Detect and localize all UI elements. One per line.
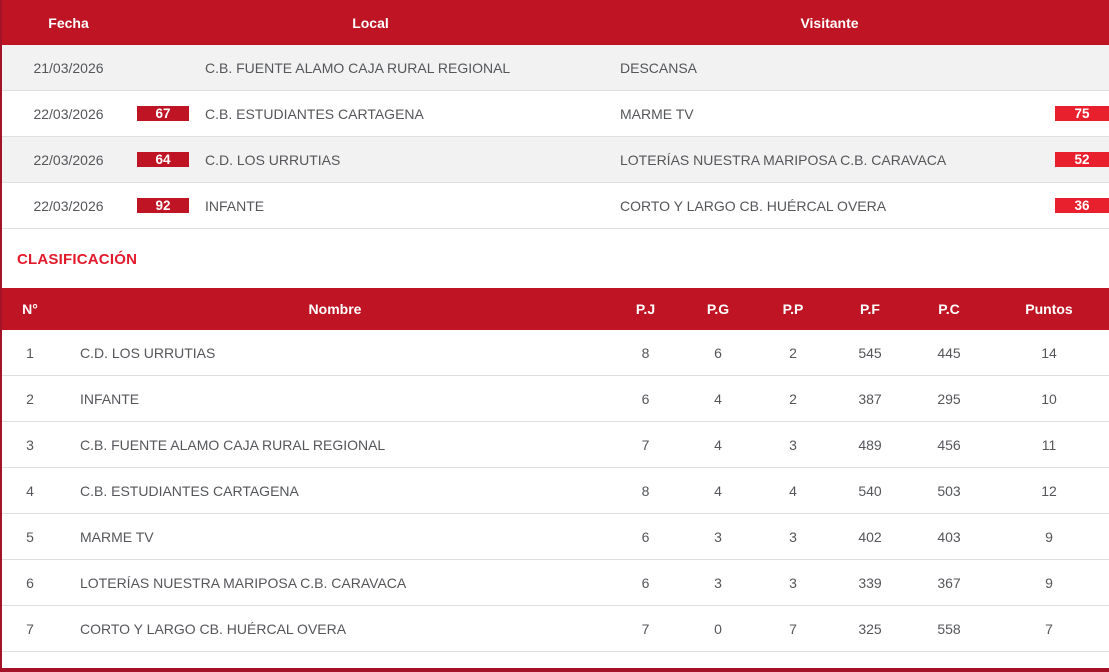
played: 8 xyxy=(641,344,650,361)
position: 5 xyxy=(26,528,34,545)
position: 6 xyxy=(26,574,34,591)
away-team: MARME TV xyxy=(620,105,694,122)
home-score xyxy=(137,137,189,182)
standings-table xyxy=(0,288,1109,652)
lost: 4 xyxy=(789,482,797,499)
away-score-box: 75 xyxy=(1055,106,1109,121)
results-row xyxy=(0,137,1109,183)
standings-header xyxy=(0,288,1109,330)
points-against: 456 xyxy=(937,436,961,453)
home-score-box: 64 xyxy=(137,152,189,167)
played: 6 xyxy=(641,390,650,407)
points-for: 387 xyxy=(858,390,882,407)
home-team: INFANTE xyxy=(205,197,265,214)
home-score xyxy=(137,45,189,90)
standings-header-played: P.J xyxy=(635,301,656,317)
points-against: 503 xyxy=(937,482,961,499)
played: 6 xyxy=(641,528,650,545)
points: 12 xyxy=(1041,482,1057,499)
lost: 3 xyxy=(789,436,797,453)
home-score-box: 92 xyxy=(137,198,189,213)
standings-row xyxy=(0,330,1109,376)
results-row xyxy=(0,183,1109,229)
points-against: 403 xyxy=(937,528,961,545)
match-date: 22/03/2026 xyxy=(33,151,104,168)
standings-row xyxy=(0,422,1109,468)
lost: 3 xyxy=(789,528,797,545)
lost: 7 xyxy=(789,620,797,637)
home-team: C.B. FUENTE ALAMO CAJA RURAL REGIONAL xyxy=(205,59,511,76)
results-row xyxy=(0,91,1109,137)
points-against: 295 xyxy=(937,390,961,407)
away-team: DESCANSA xyxy=(620,59,698,76)
match-date: 22/03/2026 xyxy=(33,197,104,214)
lost: 3 xyxy=(789,574,797,591)
results-header-fecha: Fecha xyxy=(48,14,89,31)
standings-row xyxy=(0,468,1109,514)
won: 6 xyxy=(714,344,722,361)
left-accent-border xyxy=(0,0,2,672)
match-date: 22/03/2026 xyxy=(33,105,104,122)
won: 4 xyxy=(714,436,722,453)
results-rows xyxy=(0,45,1109,229)
home-team: C.D. LOS URRUTIAS xyxy=(205,151,341,168)
won: 4 xyxy=(714,390,722,407)
position: 2 xyxy=(26,390,34,407)
away-score xyxy=(1055,137,1109,182)
away-team: CORTO Y LARGO CB. HUÉRCAL OVERA xyxy=(620,197,887,214)
standings-header-position: N° xyxy=(22,301,38,317)
standings-row xyxy=(0,376,1109,422)
team-name: C.D. LOS URRUTIAS xyxy=(80,344,216,361)
points-for: 489 xyxy=(858,436,882,453)
away-team: LOTERÍAS NUESTRA MARIPOSA C.B. CARAVACA xyxy=(620,151,947,168)
points: 9 xyxy=(1045,574,1053,591)
won: 4 xyxy=(714,482,722,499)
points-for: 339 xyxy=(858,574,882,591)
team-name: MARME TV xyxy=(80,528,154,545)
won: 3 xyxy=(714,528,722,545)
standings-header-points-for: P.F xyxy=(860,301,880,317)
standings-row xyxy=(0,606,1109,652)
results-row xyxy=(0,45,1109,91)
position: 1 xyxy=(26,344,34,361)
away-score-box: 52 xyxy=(1055,152,1109,167)
team-name: C.B. FUENTE ALAMO CAJA RURAL REGIONAL xyxy=(80,436,386,453)
points-against: 445 xyxy=(937,344,961,361)
home-score xyxy=(137,91,189,136)
position: 7 xyxy=(26,620,34,637)
match-date: 21/03/2026 xyxy=(33,59,104,76)
results-header xyxy=(0,0,1109,45)
won: 0 xyxy=(714,620,722,637)
position: 4 xyxy=(26,482,34,499)
lost: 2 xyxy=(789,390,797,407)
played: 7 xyxy=(641,620,650,637)
points-for: 325 xyxy=(858,620,882,637)
team-name: LOTERÍAS NUESTRA MARIPOSA C.B. CARAVACA xyxy=(80,574,407,591)
played: 7 xyxy=(641,436,650,453)
points: 11 xyxy=(1041,436,1057,453)
played: 8 xyxy=(641,482,650,499)
team-name: INFANTE xyxy=(80,390,140,407)
bottom-accent-bar xyxy=(0,668,1109,672)
points: 10 xyxy=(1041,390,1057,407)
points: 7 xyxy=(1045,620,1053,637)
standings-header-points-against: P.C xyxy=(938,301,960,317)
position: 3 xyxy=(26,436,34,453)
points-against: 367 xyxy=(937,574,961,591)
lost: 2 xyxy=(789,344,797,361)
points: 14 xyxy=(1041,344,1057,361)
standings-rows xyxy=(0,330,1109,652)
results-header-local: Local xyxy=(352,14,389,31)
standings-header-won: P.G xyxy=(706,301,730,317)
played: 6 xyxy=(641,574,650,591)
points-against: 558 xyxy=(937,620,961,637)
points-for: 540 xyxy=(858,482,882,499)
away-score xyxy=(1055,45,1109,90)
team-name: C.B. ESTUDIANTES CARTAGENA xyxy=(80,482,299,499)
standings-header-points: Puntos xyxy=(1025,301,1073,317)
standings-header-lost: P.P xyxy=(782,301,804,317)
standings-row xyxy=(0,560,1109,606)
away-score xyxy=(1055,183,1109,228)
away-score-box: 36 xyxy=(1055,198,1109,213)
standings-row xyxy=(0,514,1109,560)
standings-title: CLASIFICACIÓN xyxy=(17,251,138,268)
team-name: CORTO Y LARGO CB. HUÉRCAL OVERA xyxy=(80,620,347,637)
home-team: C.B. ESTUDIANTES CARTAGENA xyxy=(205,105,424,122)
points: 9 xyxy=(1045,528,1053,545)
standings-header-name: Nombre xyxy=(308,301,362,317)
home-score xyxy=(137,183,189,228)
points-for: 545 xyxy=(858,344,882,361)
home-score-box: 67 xyxy=(137,106,189,121)
points-for: 402 xyxy=(858,528,882,545)
results-table xyxy=(0,0,1109,229)
results-header-visitante: Visitante xyxy=(800,14,859,31)
won: 3 xyxy=(714,574,722,591)
away-score xyxy=(1055,91,1109,136)
